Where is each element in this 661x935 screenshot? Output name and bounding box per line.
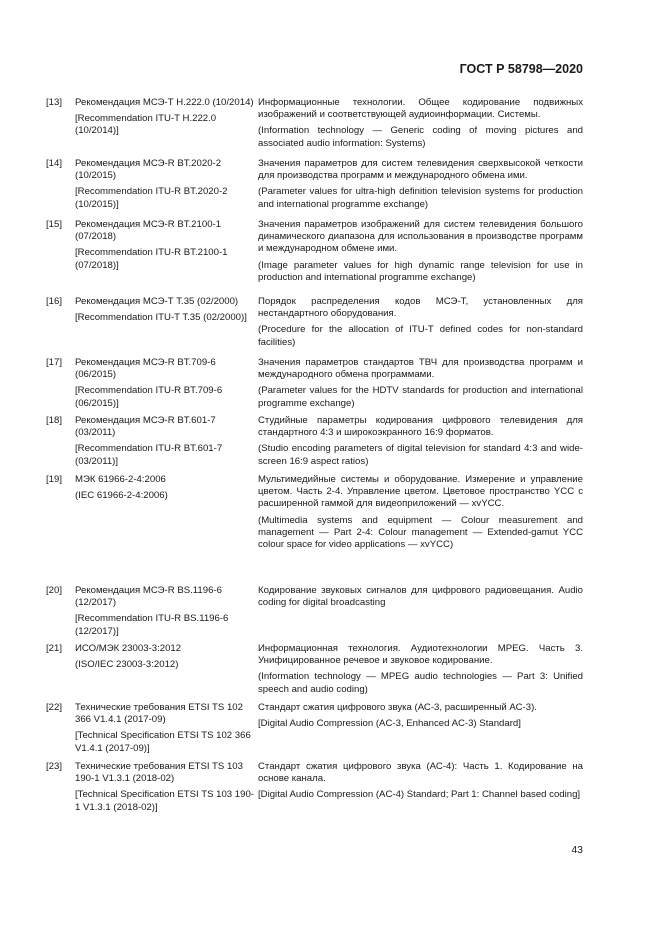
standard-ru: Рекомендация МСЭ-R BT.709-6 (06/2015)	[75, 357, 216, 381]
reference-item	[46, 474, 583, 585]
reference-standard	[75, 97, 258, 158]
reference-number: [13]	[46, 97, 63, 108]
description-en: [Digital Audio Compression (AC-3, Enhanced AC-3) Standard]	[258, 718, 521, 730]
reference-standard	[75, 702, 258, 761]
standard-ru: Технические требования ETSI TS 103 190-1 V1.3.1 (2018-02)	[75, 761, 243, 785]
description-en: (Image parameter values for high dynamic range television for use in production and international programme exchange)	[258, 259, 583, 283]
reference-description	[258, 357, 583, 415]
description-ru: Мультимедийные системы и оборудование. Измерение и управление цветом. Часть 2-4. Управление цветом. Цветовое пространство YCC с расширенной гаммой для видеоприложений — xvYCC.	[258, 474, 583, 510]
reference-item	[46, 219, 583, 296]
reference-description	[258, 474, 583, 585]
reference-number: [19]	[46, 474, 63, 485]
description-en: (Studio encoding parameters of digital television for standard 4:3 and wide-screen 16:9 aspect ratios)	[258, 443, 583, 467]
reference-item	[46, 585, 583, 643]
reference-standard	[75, 474, 258, 585]
description-en: (Multimedia systems and equipment — Colour measurement and management — Part 2-4: Colour management — Extended-gamut YCC colour space for video applications — xvYCC)	[258, 514, 583, 551]
reference-description	[258, 702, 583, 761]
description-en: (Procedure for the allocation of ITU-T defined codes for non-standard facilities)	[258, 324, 583, 348]
page-number: 43	[571, 844, 583, 856]
reference-item	[46, 702, 583, 761]
reference-description	[258, 296, 583, 357]
reference-item	[46, 415, 583, 474]
standard-en: (ISO/IEC 23003-3:2012)	[75, 659, 179, 671]
reference-standard	[75, 357, 258, 415]
description-ru: Информационная технология. Аудиотехнологии MPEG. Часть 3. Унифицированное речевое и звуковое кодирование.	[258, 643, 583, 667]
reference-number: [17]	[46, 357, 63, 368]
reference-standard	[75, 296, 258, 357]
reference-description	[258, 97, 583, 158]
standard-en: (IEC 61966-2-4:2006)	[75, 490, 168, 502]
standard-en: [Recommendation ITU-R BT.709-6 (06/2015)]	[75, 385, 223, 409]
standard-en: [Recommendation ITU-R BT.601-7 (03/2011)]	[75, 443, 223, 467]
reference-description	[258, 219, 583, 296]
standard-en: [Recommendation ITU-T H.222.0 (10/2014)]	[75, 113, 217, 137]
description-ru: Стандарт сжатия цифрового звука (АС-3, расширенный АС-3).	[258, 702, 537, 713]
reference-description	[258, 158, 583, 219]
reference-item	[46, 158, 583, 219]
standard-ru: Рекомендация МСЭ-R BS.1196-6 (12/2017)	[75, 585, 222, 609]
description-ru: Студийные параметры кодирования цифрового телевидения для стандартного 4:3 и широкоэкранного 16:9 форматов.	[258, 415, 583, 439]
standard-ru: Рекомендация МСЭ-R BT.2020-2 (10/2015)	[75, 158, 222, 182]
reference-number: [22]	[46, 702, 63, 713]
standard-ru: Рекомендация МСЭ-Т H.222.0 (10/2014)	[75, 97, 254, 108]
reference-description	[258, 415, 583, 474]
reference-description	[258, 585, 583, 643]
reference-item	[46, 357, 583, 415]
description-ru: Значения параметров для систем телевидения сверхвысокой четкости для производства программ и международного обмена ими.	[258, 158, 583, 182]
reference-number: [21]	[46, 643, 63, 654]
reference-item	[46, 643, 583, 702]
reference-description	[258, 643, 583, 702]
reference-number: [16]	[46, 296, 63, 307]
document-header: ГОСТ Р 58798—2020	[459, 62, 583, 76]
reference-standard	[75, 158, 258, 219]
standard-en: [Recommendation ITU-R BS.1196-6 (12/2017)]	[75, 613, 229, 637]
standard-ru: ИСО/МЭК 23003-3:2012	[75, 643, 182, 654]
description-en: [Digital Audio Compression (AC-4) Standard; Part 1: Channel based coding]	[258, 789, 581, 801]
standard-en: [Technical Specification ETSI TS 103 190-1 V1.3.1 (2018-02)]	[75, 789, 255, 813]
reference-number: [18]	[46, 415, 63, 426]
standard-en: [Technical Specification ETSI TS 102 366 V1.4.1 (2017-09)]	[75, 730, 251, 754]
reference-standard	[75, 761, 258, 818]
description-ru: Информационные технологии. Общее кодирование подвижных изображений и соответствующей аудиоинформации. Системы.	[258, 97, 583, 121]
standard-en: [Recommendation ITU-T T.35 (02/2000)]	[75, 312, 247, 324]
description-ru: Порядок распределения кодов МСЭ-Т, установленных для нестандартного оборудования.	[258, 296, 583, 320]
standard-ru: МЭК 61966-2-4:2006	[75, 474, 166, 485]
description-en: (Information technology — Generic coding of moving pictures and associated audio information: Systems)	[258, 125, 583, 149]
reference-standard	[75, 219, 258, 296]
reference-standard	[75, 415, 258, 474]
description-en: (Parameter values for ultra-high definition television systems for production and international programme exchange)	[258, 186, 583, 210]
reference-number: [15]	[46, 219, 63, 230]
reference-item	[46, 97, 583, 158]
description-ru: Кодирование звуковых сигналов для цифрового радиовещания. Audio coding for digital broadcasting	[258, 585, 583, 609]
standard-ru: Технические требования ETSI TS 102 366 V1.4.1 (2017-09)	[75, 702, 243, 726]
standard-ru: Рекомендация МСЭ-Т Т.35 (02/2000)	[75, 296, 239, 307]
description-ru: Значения параметров изображений для систем телевидения большого динамического диапазона для использования в производстве программ и международном обмене ими.	[258, 219, 583, 255]
reference-number: [20]	[46, 585, 63, 596]
reference-list	[46, 97, 583, 818]
standard-ru: Рекомендация МСЭ-R BT.601-7 (03/2011)	[75, 415, 216, 439]
reference-item	[46, 296, 583, 357]
description-en: (Parameter values for the HDTV standards for production and international programme exchange)	[258, 385, 583, 409]
standard-en: [Recommendation ITU-R BT.2100-1 (07/2018)]	[75, 247, 228, 271]
reference-description	[258, 761, 583, 818]
reference-standard	[75, 643, 258, 702]
standard-ru: Рекомендация МСЭ-R BT.2100-1 (07/2018)	[75, 219, 222, 243]
reference-number: [14]	[46, 158, 63, 169]
reference-number: [23]	[46, 761, 63, 772]
reference-standard	[75, 585, 258, 643]
description-ru: Значения параметров стандартов ТВЧ для производства программ и международного обмена программами.	[258, 357, 583, 381]
reference-item	[46, 761, 583, 818]
standard-en: [Recommendation ITU-R BT.2020-2 (10/2015)]	[75, 186, 228, 210]
description-ru: Стандарт сжатия цифрового звука (АС-4): Часть 1. Кодирование на основе канала.	[258, 761, 583, 785]
description-en: (Information technology — MPEG audio technologies — Part 3: Unified speech and audio coding)	[258, 671, 583, 695]
